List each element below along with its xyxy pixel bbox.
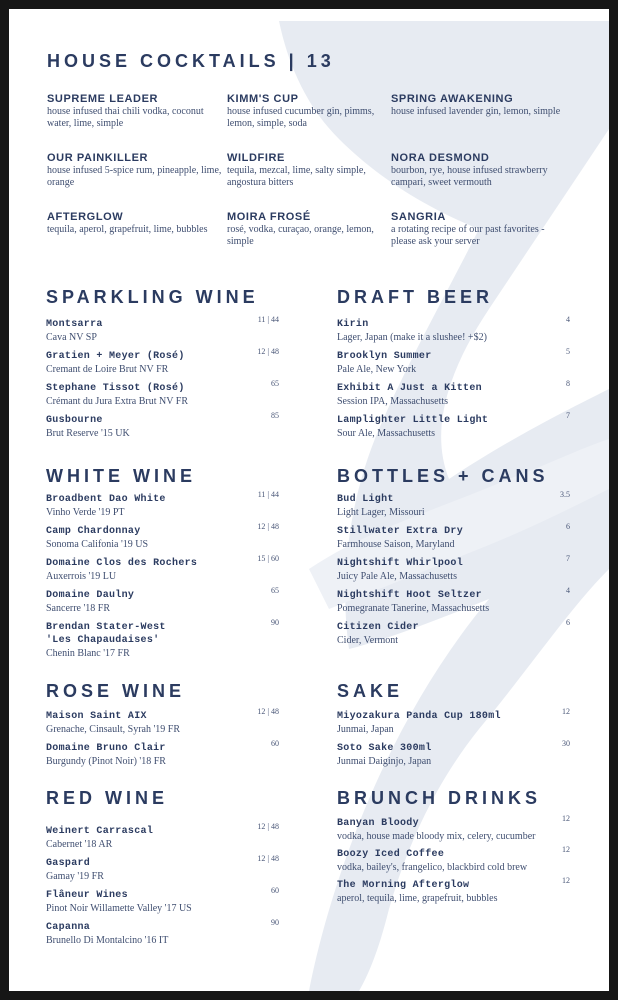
rose-wine-list	[46, 707, 286, 774]
red-wine-item	[46, 854, 286, 883]
cocktail-item	[47, 152, 222, 189]
bottles-cans-item-name: Nightshift Hoot Seltzer	[337, 590, 482, 601]
brunch-drinks-item	[337, 845, 577, 874]
white-wine-item-price: 11 | 44	[257, 490, 279, 499]
brunch-drinks-item-price: 12	[562, 876, 570, 885]
rose-wine-item	[46, 739, 286, 768]
draft-beer-item-name: Kirin	[337, 319, 369, 330]
white-wine-item-price: 90	[271, 618, 279, 627]
white-wine-item-name: Camp Chardonnay	[46, 526, 141, 537]
cocktail-item	[47, 93, 222, 130]
white-wine-item-price: 12 | 48	[257, 522, 279, 531]
draft-beer-list	[337, 315, 577, 446]
white-wine-item	[46, 522, 286, 551]
cocktail-name: AFTERGLOW	[47, 211, 124, 223]
cocktail-description: house infused thai chili vodka, coconut water, lime, simple	[47, 106, 204, 129]
bottles-cans-item	[337, 618, 577, 647]
rose-wine-item-price: 60	[271, 739, 279, 748]
sparkling-wine-item	[46, 315, 286, 344]
menu-page	[9, 9, 609, 991]
sake-item	[337, 707, 577, 736]
sparkling-wine-item-price: 12 | 48	[257, 347, 279, 356]
bottles-cans-item-name: Bud Light	[337, 494, 394, 505]
sake-item-name: Soto Sake 300ml	[337, 743, 432, 754]
cocktail-description: rosé, vodka, curaçao, orange, lemon, simple	[227, 224, 374, 247]
draft-beer-item-name: Lamplighter Little Light	[337, 415, 489, 426]
draft-beer-item-price: 5	[566, 347, 570, 356]
cocktail-name: WILDFIRE	[227, 152, 285, 164]
red-wine-item-name: Capanna	[46, 922, 91, 933]
sake-item-price: 30	[562, 739, 570, 748]
draft-beer-title: DRAFT BEER	[337, 287, 493, 307]
bottles-cans-item-description: Juicy Pale Ale, Massachusetts	[337, 571, 457, 582]
cocktails-title: HOUSE COCKTAILS | 13	[47, 51, 335, 71]
rose-wine-item-description: Burgundy (Pinot Noir) '18 FR	[46, 756, 166, 767]
bottles-cans-item-price: 3.5	[560, 490, 570, 499]
rose-wine-item	[46, 707, 286, 736]
red-wine-item-name: Flâneur Wines	[46, 890, 128, 901]
brunch-drinks-list	[337, 814, 577, 910]
bottles-cans-item-description: Cider, Vermont	[337, 635, 399, 646]
bottles-cans-item-price: 4	[566, 586, 570, 595]
bottles-cans-item-price: 7	[566, 554, 570, 563]
draft-beer-item-price: 8	[566, 379, 570, 388]
red-wine-item-price: 12 | 48	[257, 822, 279, 831]
red-wine-item	[46, 918, 286, 947]
draft-beer-item	[337, 379, 577, 408]
draft-beer-item-price: 4	[566, 315, 570, 324]
white-wine-item-name-line2: 'Les Chapaudaises'	[46, 635, 160, 646]
draft-beer-item-price: 7	[566, 411, 570, 420]
sake-item	[337, 739, 577, 768]
cocktail-item	[391, 93, 566, 118]
white-wine-item	[46, 618, 286, 660]
bottles-cans-item-name: Stillwater Extra Dry	[337, 526, 464, 537]
brunch-drinks-item-name: The Morning Afterglow	[337, 880, 470, 891]
cocktail-name: KIMM'S CUP	[227, 93, 299, 105]
bottles-cans-item-name: Nightshift Whirlpool	[337, 558, 464, 569]
red-wine-item-price: 90	[271, 918, 279, 927]
brunch-drinks-item-name: Boozy Iced Coffee	[337, 849, 445, 860]
brunch-drinks-item	[337, 814, 577, 843]
white-wine-item-name: Domaine Daulny	[46, 590, 135, 601]
sparkling-wine-item-name: Gratien + Meyer (Rosé)	[46, 351, 185, 362]
sparkling-wine-item-description: Cava NV SP	[46, 332, 97, 343]
draft-beer-item-description: Session IPA, Massachusetts	[337, 396, 449, 407]
draft-beer-item-description: Sour Ale, Massachusetts	[337, 428, 436, 439]
sake-list	[337, 707, 577, 774]
brunch-drinks-title: BRUNCH DRINKS	[337, 788, 541, 808]
white-wine-item	[46, 490, 286, 519]
brunch-drinks-item-description: vodka, house made bloody mix, celery, cucumber	[337, 831, 536, 842]
bottles-cans-list	[337, 490, 577, 653]
rose-wine-item-name: Maison Saint AIX	[46, 711, 147, 722]
sake-item-price: 12	[562, 707, 570, 716]
white-wine-list	[46, 490, 286, 666]
brunch-drinks-item-price: 12	[562, 814, 570, 823]
white-wine-item-description: Sancerre '18 FR	[46, 603, 111, 614]
draft-beer-item	[337, 347, 577, 376]
red-wine-item	[46, 886, 286, 915]
red-wine-item-price: 12 | 48	[257, 854, 279, 863]
bottles-cans-item-price: 6	[566, 522, 570, 531]
sparkling-wine-item	[46, 411, 286, 440]
draft-beer-item	[337, 411, 577, 440]
sparkling-wine-item-description: Cremant de Loire Brut NV FR	[46, 364, 169, 375]
white-wine-item-description: Chenin Blanc '17 FR	[46, 648, 130, 659]
cocktail-item	[391, 211, 566, 248]
white-wine-item-price: 15 | 60	[257, 554, 279, 563]
cocktail-item	[227, 152, 402, 189]
draft-beer-item-name: Brooklyn Summer	[337, 351, 432, 362]
sparkling-wine-item-name: Montsarra	[46, 319, 103, 330]
rose-wine-title: ROSE WINE	[46, 681, 186, 701]
red-wine-item-description: Brunello Di Montalcino '16 IT	[46, 935, 169, 946]
brunch-drinks-item-description: vodka, bailey's, frangelico, blackbird cold brew	[337, 862, 528, 873]
sparkling-wine-item-description: Brut Reserve '15 UK	[46, 428, 130, 439]
bottles-cans-title: BOTTLES + CANS	[337, 466, 549, 486]
cocktail-item	[391, 152, 566, 189]
brunch-drinks-item	[337, 876, 577, 905]
white-wine-item-name: Broadbent Dao White	[46, 494, 166, 505]
white-wine-item-name: Brendan Stater-West	[46, 622, 166, 633]
red-wine-item-name: Weinert Carrascal	[46, 826, 154, 837]
cocktail-name: OUR PAINKILLER	[47, 152, 149, 164]
sparkling-wine-item	[46, 347, 286, 376]
rose-wine-item-description: Grenache, Cinsault, Syrah '19 FR	[46, 724, 181, 735]
sake-item-description: Junmai Daiginjo, Japan	[337, 756, 432, 767]
bottles-cans-item-description: Farmhouse Saison, Maryland	[337, 539, 455, 550]
rose-wine-item-name: Domaine Bruno Clair	[46, 743, 166, 754]
white-wine-item-description: Sonoma Califonia '19 US	[46, 539, 149, 550]
red-wine-item-description: Cabernet '18 AR	[46, 839, 113, 850]
brunch-drinks-item-price: 12	[562, 845, 570, 854]
bottles-cans-item	[337, 586, 577, 615]
rose-wine-item-price: 12 | 48	[257, 707, 279, 716]
cocktail-description: a rotating recipe of our past favorites - please ask your server	[391, 224, 545, 247]
cocktail-name: SPRING AWAKENING	[391, 93, 514, 105]
cocktail-description: bourbon, rye, house infused strawberry campari, sweet vermouth	[391, 165, 548, 188]
cocktail-description: tequila, aperol, grapefruit, lime, bubbles	[47, 224, 208, 235]
red-wine-item	[46, 822, 286, 851]
cocktail-name: SANGRIA	[391, 211, 446, 223]
white-wine-title: WHITE WINE	[46, 466, 196, 486]
white-wine-item-description: Auxerrois '19 LU	[46, 571, 117, 582]
sake-item-name: Miyozakura Panda Cup 180ml	[337, 711, 501, 722]
draft-beer-item-name: Exhibit A Just a Kitten	[337, 383, 482, 394]
sparkling-wine-item-name: Stephane Tissot (Rosé)	[46, 383, 185, 394]
white-wine-item-name: Domaine Clos des Rochers	[46, 558, 198, 569]
bottles-cans-item-price: 6	[566, 618, 570, 627]
white-wine-item-description: Vinho Verde '19 PT	[46, 507, 125, 518]
red-wine-list	[46, 822, 286, 953]
red-wine-item-description: Gamay '19 FR	[46, 871, 104, 882]
sparkling-wine-item	[46, 379, 286, 408]
bottles-cans-item-name: Citizen Cider	[337, 622, 419, 633]
sparkling-wine-item-price: 65	[271, 379, 279, 388]
cocktail-description: tequila, mezcal, lime, salty simple, angostura bitters	[227, 165, 366, 188]
white-wine-item-price: 65	[271, 586, 279, 595]
red-wine-item-price: 60	[271, 886, 279, 895]
draft-beer-item-description: Lager, Japan (make it a slushee! +$2)	[337, 332, 487, 343]
cocktail-item	[47, 211, 222, 236]
brunch-drinks-item-description: aperol, tequila, lime, grapefruit, bubbles	[337, 893, 498, 904]
bottles-cans-item	[337, 522, 577, 551]
white-wine-item	[46, 554, 286, 583]
draft-beer-item-description: Pale Ale, New York	[337, 364, 417, 375]
sparkling-wine-item-price: 11 | 44	[257, 315, 279, 324]
red-wine-title: RED WINE	[46, 788, 168, 808]
sparkling-wine-item-price: 85	[271, 411, 279, 420]
cocktail-item	[227, 211, 402, 248]
sparkling-wine-item-name: Gusbourne	[46, 415, 103, 426]
brunch-drinks-item-name: Banyan Bloody	[337, 818, 419, 829]
cocktail-name: NORA DESMOND	[391, 152, 490, 164]
sparkling-wine-title: SPARKLING WINE	[46, 287, 259, 307]
sparkling-wine-list	[46, 315, 286, 446]
bottles-cans-item	[337, 554, 577, 583]
cocktail-description: house infused lavender gin, lemon, simple	[391, 106, 561, 117]
cocktail-item	[227, 93, 402, 130]
cocktail-name: SUPREME LEADER	[47, 93, 159, 105]
cocktail-name: MOIRA FROSÉ	[227, 211, 311, 223]
cocktail-description: house infused cucumber gin, pimms, lemon, simple, soda	[227, 106, 375, 129]
cocktail-description: house infused 5-spice rum, pineapple, lime, orange	[47, 165, 222, 188]
draft-beer-item	[337, 315, 577, 344]
red-wine-item-description: Pinot Noir Willamette Valley '17 US	[46, 903, 192, 914]
sake-item-description: Junmai, Japan	[337, 724, 394, 735]
red-wine-item-name: Gaspard	[46, 858, 91, 869]
bottles-cans-item-description: Light Lager, Missouri	[337, 507, 425, 518]
bottles-cans-item	[337, 490, 577, 519]
white-wine-item	[46, 586, 286, 615]
sake-title: SAKE	[337, 681, 404, 701]
sparkling-wine-item-description: Crémant du Jura Extra Brut NV FR	[46, 396, 189, 407]
bottles-cans-item-description: Pomegranate Tanerine, Massachusetts	[337, 603, 490, 614]
